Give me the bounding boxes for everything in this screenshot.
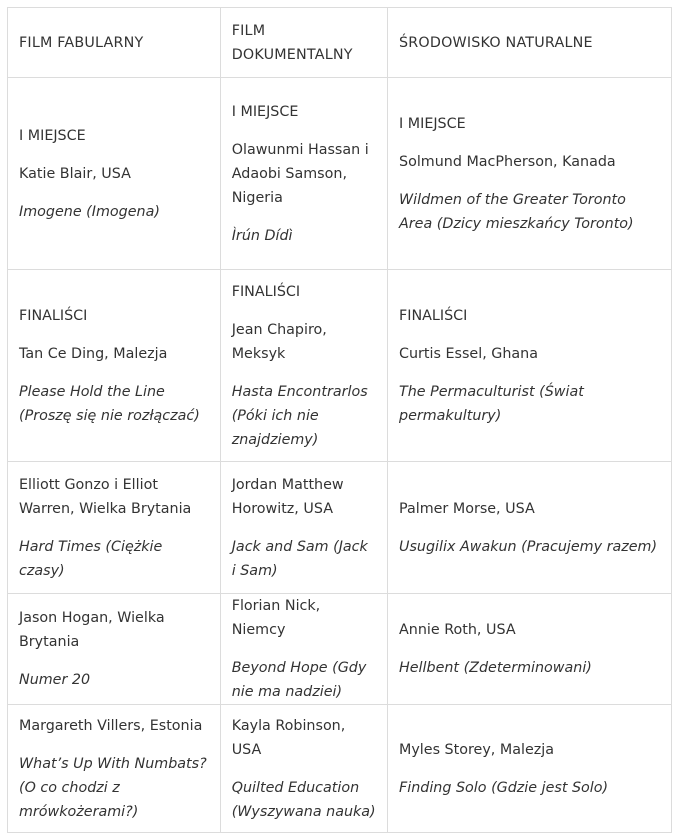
film-title: Hasta Encontrarlos (Póki ich nie znajdziemy) [231, 383, 368, 448]
table-cell [8, 78, 221, 270]
table-cell [8, 594, 221, 705]
award-heading: I MIEJSCE [231, 103, 299, 120]
film-title: Beyond Hope (Gdy nie ma nadziei) [231, 660, 367, 700]
film-title: Hellbent (Zdeterminowani) [399, 660, 592, 676]
entrant-name: Olawunmi Hassan i Adaobi Samson, Nigeria [231, 141, 369, 206]
entrant-name: Curtis Essel, Ghana [399, 345, 539, 362]
entrant-name: Kayla Robinson, USA [231, 717, 346, 758]
table-cell [388, 705, 672, 833]
table-cell [8, 462, 221, 594]
entrant-name: Solmund MacPherson, Kanada [399, 153, 616, 170]
film-title: Hard Times (Ciężkie czasy) [19, 538, 163, 579]
film-title: Quilted Education (Wyszywana nauka) [231, 779, 376, 820]
entrant-name: Florian Nick, Niemcy [231, 598, 321, 638]
entrant-name: Jean Chapiro, Meksyk [231, 321, 327, 362]
table-cell [388, 270, 672, 462]
table-row [8, 270, 672, 462]
award-heading: I MIEJSCE [399, 115, 466, 132]
entrant-name: Annie Roth, USA [399, 622, 516, 638]
film-title: What’s Up With Numbats? (O co chodzi z mrówkożerami?) [19, 755, 207, 820]
film-title: The Permaculturist (Świat permakultury) [399, 383, 584, 424]
entrant-name: Margareth Villers, Estonia [19, 717, 203, 734]
award-heading: FINALIŚCI [399, 307, 468, 324]
entrant-name: Elliott Gonzo i Elliot Warren, Wielka Brytania [19, 476, 192, 517]
table-cell [388, 78, 672, 270]
winners-table [7, 7, 672, 833]
header-feature-film: FILM FABULARNY [8, 8, 221, 78]
film-title: Wildmen of the Greater Toronto Area (Dzicy mieszkańcy Toronto) [399, 191, 634, 232]
table-cell [220, 594, 387, 705]
entrant-name: Palmer Morse, USA [399, 500, 535, 517]
entrant-name: Jordan Matthew Horowitz, USA [231, 476, 344, 517]
film-title: Jack and Sam (Jack i Sam) [231, 538, 368, 579]
table-row [8, 594, 672, 705]
award-heading: FINALIŚCI [231, 283, 301, 300]
table-cell [388, 462, 672, 594]
table-cell [388, 594, 672, 705]
table-cell [8, 270, 221, 462]
table-cell [220, 705, 387, 833]
table-cell [8, 705, 221, 833]
film-title: Finding Solo (Gdzie jest Solo) [399, 779, 609, 796]
award-heading: FINALIŚCI [19, 307, 88, 324]
header-environment: ŚRODOWISKO NATURALNE [388, 8, 672, 78]
entrant-name: Myles Storey, Malezja [399, 741, 554, 758]
film-title: Numer 20 [19, 672, 91, 688]
award-heading: I MIEJSCE [19, 127, 86, 144]
entrant-name: Katie Blair, USA [19, 165, 131, 182]
film-title: Please Hold the Line (Proszę się nie rozłączać) [19, 383, 200, 424]
header-documentary: FILM DOKUMENTALNY [220, 8, 387, 78]
table-cell [220, 462, 387, 594]
table-row [8, 705, 672, 833]
table-row [8, 78, 672, 270]
film-title: Ìrún Dídì [231, 227, 293, 244]
film-title: Imogene (Imogena) [19, 203, 160, 220]
table-row [8, 462, 672, 594]
entrant-name: Tan Ce Ding, Malezja [19, 345, 168, 362]
table-header-row [8, 8, 672, 78]
table-cell [220, 270, 387, 462]
table-cell [220, 78, 387, 270]
entrant-name: Jason Hogan, Wielka Brytania [19, 610, 165, 650]
film-title: Usugilix Awakun (Pracujemy razem) [399, 538, 658, 555]
